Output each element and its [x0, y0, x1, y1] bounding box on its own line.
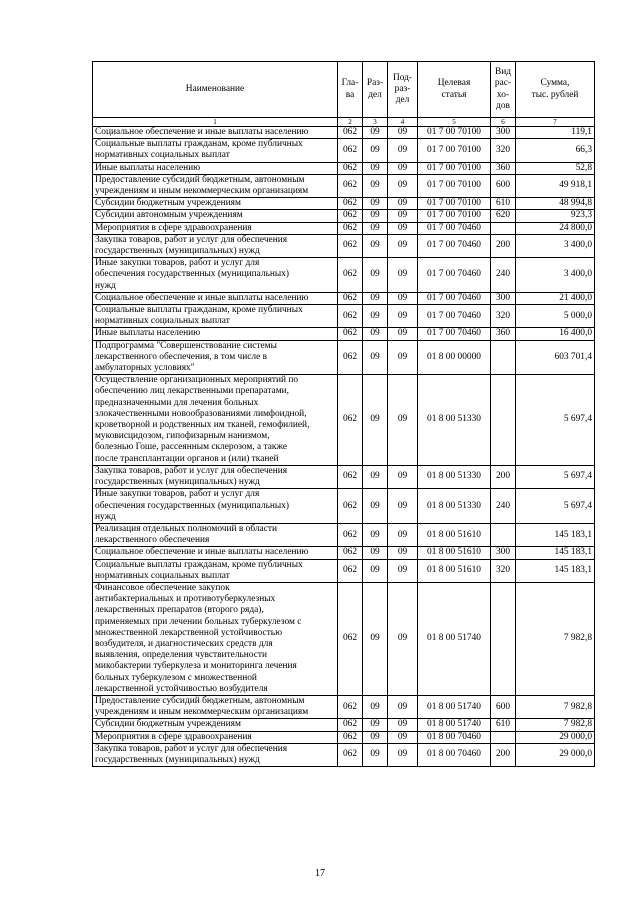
row-name: Закупка товаров, работ и услуг для обеспечения государственных (муниципальных) нужд — [93, 465, 338, 488]
row-name: Социальное обеспечение и иные выплаты населению — [93, 127, 338, 139]
row-name: Осуществление организационных мероприятий по обеспечению лиц лекарственными препаратами, предназначенными для лечения больных злокачественными новообразованиями лимфоидной, кроветворной и родственных им тканей, гемофилией, муковисцидозом, гипофизарным нанизмом, болезнью Гоше, рассеянным склерозом, а также после трансплантации органов и (или) тканей — [93, 375, 338, 466]
row-sum: 49 918,1 — [516, 174, 595, 197]
row-glava: 062 — [338, 305, 363, 328]
row-sum: 16 400,0 — [516, 328, 595, 340]
row-sum: 7 982,8 — [516, 695, 595, 718]
row-name: Подпрограмма "Совершенствование системы лекарственного обеспечения, в том числе в амбулаторных условиях" — [93, 340, 338, 375]
header-target: Целевая статья — [418, 62, 491, 118]
table-row — [93, 292, 595, 304]
row-razdel: 09 — [363, 523, 388, 546]
row-name: Иные закупки товаров, работ и услуг для обеспечения государственных (муниципальных) нужд — [93, 489, 338, 524]
row-glava: 062 — [338, 234, 363, 257]
row-name: Закупка товаров, работ и услуг для обеспечения государственных (муниципальных) нужд — [93, 234, 338, 257]
row-podrazdel: 09 — [388, 162, 418, 174]
row-podrazdel: 09 — [388, 695, 418, 718]
row-glava: 062 — [338, 547, 363, 559]
row-razdel: 09 — [363, 174, 388, 197]
row-name: Иные выплаты населению — [93, 328, 338, 340]
row-target: 01 8 00 51610 — [418, 547, 491, 559]
row-glava: 062 — [338, 162, 363, 174]
row-target: 01 7 00 70460 — [418, 258, 491, 293]
row-sum: 24 800,0 — [516, 222, 595, 234]
row-name: Иные выплаты населению — [93, 162, 338, 174]
row-razdel: 09 — [363, 743, 388, 766]
row-vid: 300 — [491, 547, 516, 559]
column-number: 4 — [388, 118, 418, 127]
row-name: Социальные выплаты гражданам, кроме публичных нормативных социальных выплат — [93, 305, 338, 328]
row-name: Предоставление субсидий бюджетным, автономным учреждениям и иным некоммерческим организациям — [93, 695, 338, 718]
row-sum: 29 000,0 — [516, 743, 595, 766]
row-vid — [491, 523, 516, 546]
row-vid — [491, 375, 516, 466]
row-target: 01 7 00 70460 — [418, 222, 491, 234]
column-number: 5 — [418, 118, 491, 127]
row-glava: 062 — [338, 198, 363, 210]
row-sum: 603 701,4 — [516, 340, 595, 375]
row-podrazdel: 09 — [388, 139, 418, 162]
row-podrazdel: 09 — [388, 127, 418, 139]
table-row — [93, 582, 595, 695]
row-target: 01 8 00 70460 — [418, 731, 491, 743]
row-vid: 600 — [491, 174, 516, 197]
row-target: 01 8 00 51610 — [418, 523, 491, 546]
row-razdel: 09 — [363, 210, 388, 222]
row-glava: 062 — [338, 210, 363, 222]
row-sum: 52,8 — [516, 162, 595, 174]
table-row — [93, 340, 595, 375]
row-glava: 062 — [338, 582, 363, 695]
row-target: 01 8 00 51330 — [418, 375, 491, 466]
table-row — [93, 305, 595, 328]
row-glava: 062 — [338, 695, 363, 718]
row-razdel: 09 — [363, 328, 388, 340]
row-vid: 610 — [491, 719, 516, 731]
row-razdel: 09 — [363, 547, 388, 559]
header-sum: Сумма, тыс. рублей — [516, 62, 595, 118]
table-row — [93, 210, 595, 222]
row-glava: 062 — [338, 743, 363, 766]
budget-table — [92, 61, 595, 767]
row-podrazdel: 09 — [388, 731, 418, 743]
row-target: 01 8 00 51740 — [418, 695, 491, 718]
row-vid — [491, 731, 516, 743]
row-target: 01 8 00 51740 — [418, 719, 491, 731]
row-sum: 29 000,0 — [516, 731, 595, 743]
row-razdel: 09 — [363, 198, 388, 210]
table-row — [93, 465, 595, 488]
row-name: Социальное обеспечение и иные выплаты населению — [93, 547, 338, 559]
column-number: 2 — [338, 118, 363, 127]
table-row — [93, 198, 595, 210]
row-razdel: 09 — [363, 162, 388, 174]
table-row — [93, 695, 595, 718]
row-glava: 062 — [338, 731, 363, 743]
row-target: 01 8 00 51330 — [418, 465, 491, 488]
row-razdel: 09 — [363, 222, 388, 234]
row-vid: 240 — [491, 258, 516, 293]
row-vid — [491, 222, 516, 234]
column-number: 6 — [491, 118, 516, 127]
row-glava: 062 — [338, 292, 363, 304]
row-podrazdel: 09 — [388, 234, 418, 257]
table-row — [93, 731, 595, 743]
row-razdel: 09 — [363, 127, 388, 139]
row-glava: 062 — [338, 523, 363, 546]
row-name: Предоставление субсидий бюджетным, автономным учреждениям и иным некоммерческим организациям — [93, 174, 338, 197]
row-vid: 320 — [491, 139, 516, 162]
row-name: Финансовое обеспечение закупок антибактериальных и противотуберкулезных лекарственных препаратов (второго ряда), применяемых при лечении больных туберкулезом с множественной лекарственной устойчивостью возбудителя, и диагностических средств для выявления, определения чувствительности микобактерии туберкулеза и мониторинга лечения больных туберкулезом с множественной лекарственной устойчивостью возбудителя — [93, 582, 338, 695]
row-podrazdel: 09 — [388, 305, 418, 328]
row-sum: 48 994,8 — [516, 198, 595, 210]
row-podrazdel: 09 — [388, 198, 418, 210]
row-razdel: 09 — [363, 292, 388, 304]
row-podrazdel: 09 — [388, 523, 418, 546]
row-podrazdel: 09 — [388, 465, 418, 488]
row-target: 01 7 00 70100 — [418, 198, 491, 210]
row-vid: 200 — [491, 234, 516, 257]
row-sum: 3 400,0 — [516, 258, 595, 293]
row-podrazdel: 09 — [388, 582, 418, 695]
row-podrazdel: 09 — [388, 547, 418, 559]
row-sum: 5 000,0 — [516, 305, 595, 328]
table-row — [93, 559, 595, 582]
table-body — [93, 127, 595, 767]
column-number: 7 — [516, 118, 595, 127]
row-vid: 360 — [491, 328, 516, 340]
table-row — [93, 174, 595, 197]
header-podrazdel: Под- раз- дел — [388, 62, 418, 118]
row-glava: 062 — [338, 174, 363, 197]
row-razdel: 09 — [363, 489, 388, 524]
row-razdel: 09 — [363, 234, 388, 257]
row-podrazdel: 09 — [388, 743, 418, 766]
row-sum: 119,1 — [516, 127, 595, 139]
row-vid: 610 — [491, 198, 516, 210]
row-razdel: 09 — [363, 559, 388, 582]
row-target: 01 7 00 70460 — [418, 305, 491, 328]
row-sum: 5 697,4 — [516, 465, 595, 488]
row-name: Закупка товаров, работ и услуг для обеспечения государственных (муниципальных) нужд — [93, 743, 338, 766]
row-vid: 620 — [491, 210, 516, 222]
row-target: 01 8 00 70460 — [418, 743, 491, 766]
row-vid: 320 — [491, 305, 516, 328]
row-razdel: 09 — [363, 731, 388, 743]
row-sum: 5 697,4 — [516, 375, 595, 466]
row-target: 01 7 00 70460 — [418, 234, 491, 257]
row-vid: 200 — [491, 465, 516, 488]
table-row — [93, 743, 595, 766]
row-razdel: 09 — [363, 258, 388, 293]
row-podrazdel: 09 — [388, 489, 418, 524]
row-sum: 145 183,1 — [516, 559, 595, 582]
row-glava: 062 — [338, 719, 363, 731]
row-vid — [491, 582, 516, 695]
column-number: 3 — [363, 118, 388, 127]
row-glava: 062 — [338, 375, 363, 466]
row-vid — [491, 340, 516, 375]
row-target: 01 7 00 70460 — [418, 292, 491, 304]
table-row — [93, 328, 595, 340]
table-row — [93, 127, 595, 139]
row-name: Реализация отдельных полномочий в области лекарственного обеспечения — [93, 523, 338, 546]
row-vid: 200 — [491, 743, 516, 766]
row-podrazdel: 09 — [388, 375, 418, 466]
table-row — [93, 489, 595, 524]
row-razdel: 09 — [363, 695, 388, 718]
row-sum: 145 183,1 — [516, 523, 595, 546]
row-vid: 240 — [491, 489, 516, 524]
row-razdel: 09 — [363, 139, 388, 162]
row-razdel: 09 — [363, 719, 388, 731]
header-glava: Гла- ва — [338, 62, 363, 118]
row-target: 01 8 00 00000 — [418, 340, 491, 375]
row-glava: 062 — [338, 222, 363, 234]
row-podrazdel: 09 — [388, 210, 418, 222]
row-podrazdel: 09 — [388, 559, 418, 582]
row-glava: 062 — [338, 127, 363, 139]
column-number: 1 — [93, 118, 338, 127]
table-row — [93, 719, 595, 731]
row-razdel: 09 — [363, 305, 388, 328]
row-target: 01 7 00 70100 — [418, 139, 491, 162]
table-row — [93, 375, 595, 466]
table-row — [93, 258, 595, 293]
row-sum: 7 982,8 — [516, 582, 595, 695]
row-sum: 7 982,8 — [516, 719, 595, 731]
row-target: 01 7 00 70460 — [418, 328, 491, 340]
row-glava: 062 — [338, 328, 363, 340]
row-vid: 600 — [491, 695, 516, 718]
row-glava: 062 — [338, 258, 363, 293]
row-sum: 5 697,4 — [516, 489, 595, 524]
row-podrazdel: 09 — [388, 222, 418, 234]
row-target: 01 8 00 51740 — [418, 582, 491, 695]
row-sum: 66,3 — [516, 139, 595, 162]
row-razdel: 09 — [363, 582, 388, 695]
row-name: Мероприятия в сфере здравоохранения — [93, 731, 338, 743]
table-row — [93, 547, 595, 559]
row-razdel: 09 — [363, 465, 388, 488]
row-name: Социальные выплаты гражданам, кроме публичных нормативных социальных выплат — [93, 559, 338, 582]
row-vid: 300 — [491, 292, 516, 304]
table-row — [93, 234, 595, 257]
row-podrazdel: 09 — [388, 340, 418, 375]
row-podrazdel: 09 — [388, 292, 418, 304]
row-target: 01 8 00 51330 — [418, 489, 491, 524]
page-number: 17 — [315, 868, 325, 879]
row-vid: 360 — [491, 162, 516, 174]
row-podrazdel: 09 — [388, 328, 418, 340]
row-target: 01 7 00 70100 — [418, 210, 491, 222]
row-glava: 062 — [338, 340, 363, 375]
row-sum: 21 400,0 — [516, 292, 595, 304]
row-target: 01 8 00 51610 — [418, 559, 491, 582]
header-row — [93, 62, 595, 118]
row-name: Иные закупки товаров, работ и услуг для обеспечения государственных (муниципальных) нужд — [93, 258, 338, 293]
header-razdel: Раз- дел — [363, 62, 388, 118]
table-row — [93, 222, 595, 234]
row-vid: 320 — [491, 559, 516, 582]
row-glava: 062 — [338, 559, 363, 582]
row-podrazdel: 09 — [388, 174, 418, 197]
row-name: Субсидии бюджетным учреждениям — [93, 719, 338, 731]
column-number-row — [93, 118, 595, 127]
row-name: Мероприятия в сфере здравоохранения — [93, 222, 338, 234]
header-vid: Вид рас- хо- дов — [491, 62, 516, 118]
row-razdel: 09 — [363, 340, 388, 375]
row-name: Социальное обеспечение и иные выплаты населению — [93, 292, 338, 304]
row-glava: 062 — [338, 139, 363, 162]
row-podrazdel: 09 — [388, 719, 418, 731]
row-glava: 062 — [338, 465, 363, 488]
row-sum: 923,3 — [516, 210, 595, 222]
table-row — [93, 139, 595, 162]
row-target: 01 7 00 70100 — [418, 127, 491, 139]
row-target: 01 7 00 70100 — [418, 162, 491, 174]
row-target: 01 7 00 70100 — [418, 174, 491, 197]
row-sum: 3 400,0 — [516, 234, 595, 257]
table-row — [93, 523, 595, 546]
row-name: Социальные выплаты гражданам, кроме публичных нормативных социальных выплат — [93, 139, 338, 162]
row-vid: 300 — [491, 127, 516, 139]
row-razdel: 09 — [363, 375, 388, 466]
row-name: Субсидии бюджетным учреждениям — [93, 198, 338, 210]
table-row — [93, 162, 595, 174]
row-sum: 145 183,1 — [516, 547, 595, 559]
header-name: Наименование — [93, 62, 338, 118]
row-glava: 062 — [338, 489, 363, 524]
row-name: Субсидии автономным учреждениям — [93, 210, 338, 222]
row-podrazdel: 09 — [388, 258, 418, 293]
